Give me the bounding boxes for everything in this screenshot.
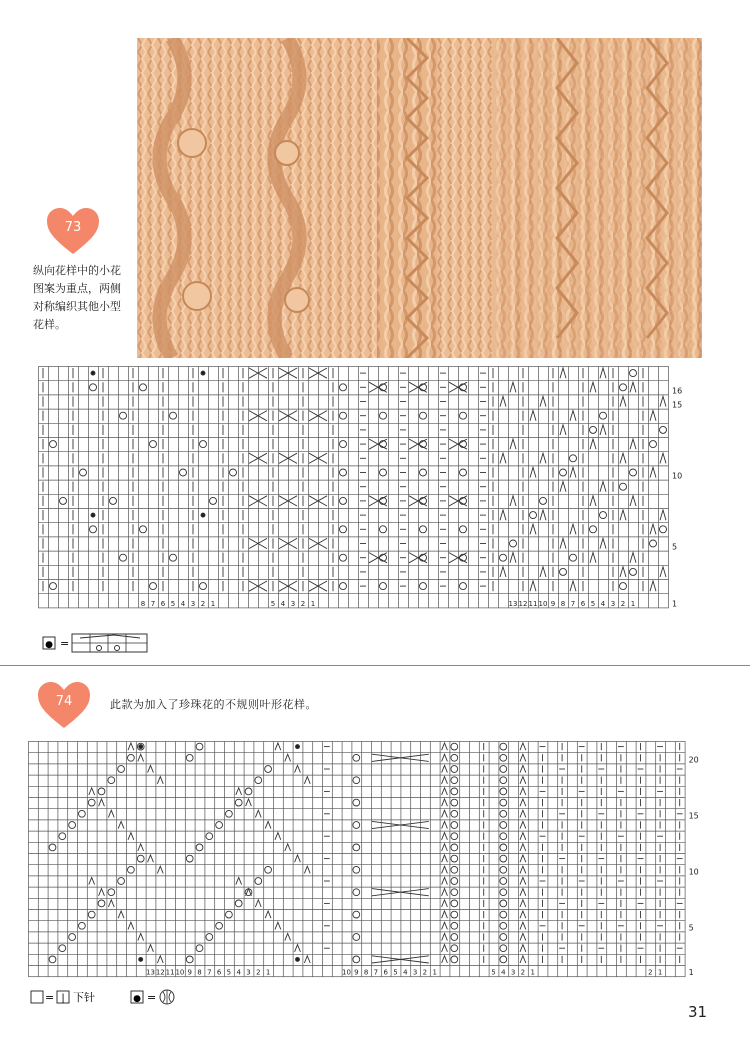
column-label: 9 xyxy=(354,968,359,977)
knit-symbol: | xyxy=(61,993,65,1004)
knitting-chart-74 xyxy=(28,741,701,978)
column-label: 7 xyxy=(207,968,212,977)
column-label: 4 xyxy=(280,599,286,608)
row-label: 20 xyxy=(688,755,699,765)
column-label: 3 xyxy=(610,599,616,608)
column-label: 4 xyxy=(501,968,506,977)
column-label: 6 xyxy=(580,599,586,608)
column-label: 6 xyxy=(216,968,222,977)
column-label: 5 xyxy=(226,968,232,977)
column-label: 13 xyxy=(508,599,518,608)
column-label: 5 xyxy=(491,968,496,977)
pattern-74-badge xyxy=(36,680,92,730)
pattern-74-description: 此款为加入了珍珠花的不规则叶形花样。 xyxy=(110,698,317,711)
column-label: 3 xyxy=(190,599,196,608)
knitting-swatch-photo xyxy=(137,38,702,358)
column-label: 5 xyxy=(590,599,596,608)
column-label: 5 xyxy=(270,599,276,608)
column-label: 10 xyxy=(175,968,185,977)
pattern-73-badge xyxy=(45,206,101,256)
column-label: 5 xyxy=(393,968,398,977)
column-label: 12 xyxy=(518,599,528,608)
column-label: 2 xyxy=(200,599,206,608)
bobble-symbol: ● xyxy=(133,994,141,1004)
legend-73-equals: = xyxy=(60,637,70,650)
column-label: 2 xyxy=(620,599,626,608)
column-label: 8 xyxy=(140,599,146,608)
column-label: 2 xyxy=(648,968,653,977)
swatch-texture xyxy=(137,38,702,358)
column-label: 8 xyxy=(363,968,369,977)
legend-74-graphic xyxy=(30,987,200,1007)
pattern-74-number: 74 xyxy=(55,694,73,709)
legend-73-graphic xyxy=(42,632,152,654)
chart-grid xyxy=(28,741,701,978)
column-label: 8 xyxy=(197,968,202,977)
column-label: 9 xyxy=(187,968,192,977)
column-label: 5 xyxy=(170,599,176,608)
knit-label: 下针 xyxy=(73,991,95,1004)
column-label: 1 xyxy=(630,599,636,608)
column-label: 8 xyxy=(560,599,566,608)
column-label: 9 xyxy=(550,599,556,608)
column-label: 10 xyxy=(538,599,548,608)
pattern-73-number: 73 xyxy=(64,220,82,235)
column-label: 2 xyxy=(422,968,428,977)
row-label: 1 xyxy=(688,968,694,978)
column-label: 6 xyxy=(383,968,388,977)
column-label: 1 xyxy=(310,599,316,608)
column-label: 1 xyxy=(657,968,663,977)
legend-74 xyxy=(30,987,200,1007)
column-label: 4 xyxy=(180,599,186,608)
bobble-icon xyxy=(160,990,174,1004)
row-label: 15 xyxy=(688,811,699,821)
chart-grid xyxy=(38,366,684,609)
column-label: 3 xyxy=(510,968,516,977)
column-label: 11 xyxy=(165,968,175,977)
row-label: 15 xyxy=(672,400,683,410)
column-label: 3 xyxy=(246,968,251,977)
pattern-73-description: 纵向花样中的小花图案为重点，两侧对称编织其他小型花样。 xyxy=(33,264,121,331)
column-label: 7 xyxy=(570,599,576,608)
column-label: 1 xyxy=(432,968,437,977)
column-label: 1 xyxy=(530,968,535,977)
knitting-chart-73 xyxy=(38,366,684,609)
column-label: 7 xyxy=(373,968,379,977)
page-number: 31 xyxy=(688,1003,708,1021)
column-label: 4 xyxy=(600,599,606,608)
column-label: 12 xyxy=(155,968,165,977)
row-label: 5 xyxy=(672,542,678,552)
section-divider xyxy=(0,665,750,666)
column-label: 3 xyxy=(290,599,296,608)
row-label: 16 xyxy=(672,386,683,396)
column-label: 4 xyxy=(403,968,408,977)
column-label: 7 xyxy=(150,599,156,608)
row-label: 5 xyxy=(688,923,694,933)
legend-74-equals-2: = xyxy=(147,991,157,1004)
column-label: 4 xyxy=(236,968,241,977)
row-label: 10 xyxy=(688,867,699,877)
column-label: 2 xyxy=(256,968,261,977)
bobble-symbol: ● xyxy=(45,640,53,650)
row-label: 1 xyxy=(672,599,678,609)
column-label: 2 xyxy=(520,968,526,977)
column-label: 6 xyxy=(160,599,166,608)
column-label: 2 xyxy=(300,599,306,608)
column-label: 10 xyxy=(342,968,351,977)
column-label: 3 xyxy=(412,968,418,977)
column-label: 13 xyxy=(146,968,155,977)
row-label: 10 xyxy=(672,471,683,481)
column-label: 1 xyxy=(265,968,271,977)
legend-74-equals-1: = xyxy=(45,991,55,1004)
column-label: 1 xyxy=(210,599,216,608)
legend-73 xyxy=(42,632,152,654)
column-label: 11 xyxy=(528,599,538,608)
